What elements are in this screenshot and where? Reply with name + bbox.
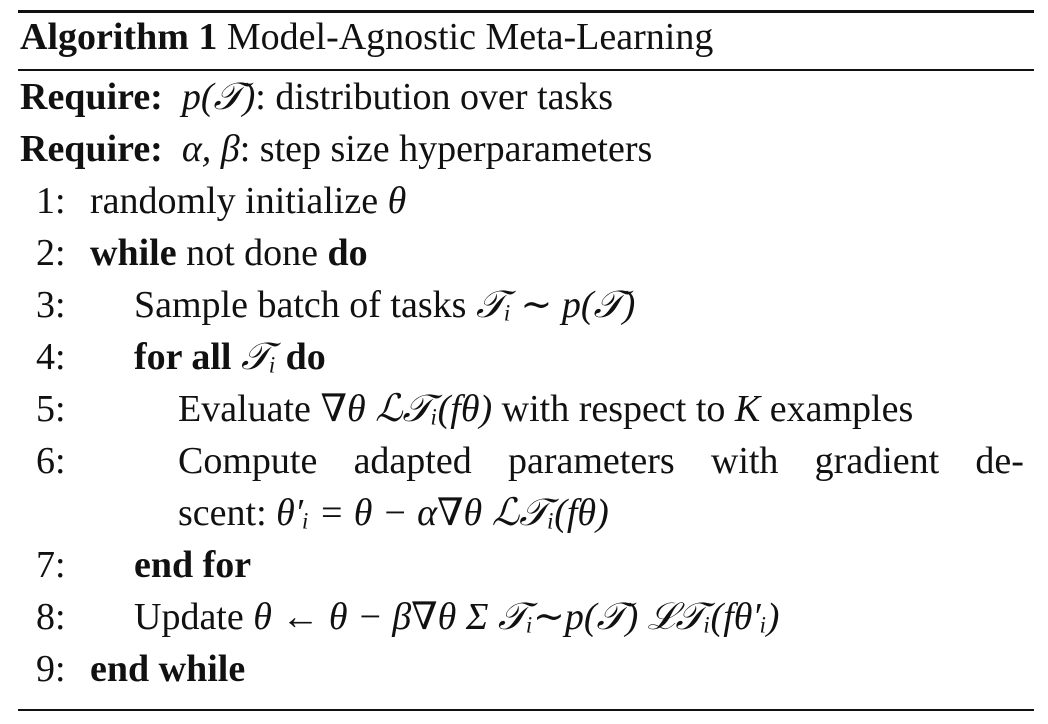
- algo-line-4: [18, 331, 1034, 383]
- line-text: Update: [134, 596, 254, 638]
- algo-line-6: [18, 435, 1034, 487]
- line-word: with: [710, 440, 779, 482]
- algorithm-label: Algorithm 1: [20, 16, 218, 58]
- line-number: 2:: [36, 232, 66, 274]
- algo-line-6-continuation: [18, 487, 1034, 539]
- line-number: 3:: [36, 284, 66, 326]
- keyword-end-while: end while: [90, 648, 246, 690]
- line-text: with respect to: [492, 388, 735, 430]
- line-number: 7:: [36, 544, 66, 586]
- algorithm-name: Model-Agnostic Meta-Learning: [226, 16, 714, 58]
- line-number: 5:: [36, 388, 66, 430]
- line-math: 𝒯ᵢ: [231, 336, 286, 378]
- line-word: Compute: [178, 440, 318, 482]
- require-math: α, β: [181, 128, 240, 170]
- algo-line-9: [18, 643, 1034, 695]
- line-var: K: [734, 388, 761, 430]
- keyword-do: do: [285, 336, 326, 378]
- line-math: θ′ᵢ = θ − α∇θ ℒ𝒯ᵢ(fθ): [276, 492, 609, 534]
- algo-line-8: [18, 591, 1034, 643]
- keyword-end-for: end for: [134, 544, 252, 586]
- line-text: Evaluate: [178, 388, 321, 430]
- line-word: adapted: [353, 440, 472, 482]
- line-math: θ: [387, 180, 407, 222]
- require-math: p(𝒯): [181, 76, 256, 118]
- line-number: 9:: [36, 648, 66, 690]
- line-number: 1:: [36, 180, 66, 222]
- algo-line-1: [18, 175, 1034, 227]
- require-keyword: Require:: [20, 128, 163, 170]
- line-word: gradient: [814, 440, 940, 482]
- keyword-for-all: for all: [134, 336, 232, 378]
- line-word: parameters: [507, 440, 675, 482]
- line-text: randomly initialize: [90, 180, 388, 222]
- algorithm-title: [18, 13, 1034, 61]
- line-math: θ ← θ − β∇θ Σ 𝒯ᵢ∼p(𝒯) ℒ𝒯ᵢ(fθ′ᵢ): [253, 596, 780, 638]
- line-text: examples: [760, 388, 914, 430]
- algo-line-7: [18, 539, 1034, 591]
- line-text: Sample batch of tasks: [134, 284, 476, 326]
- line-number: 4:: [36, 336, 66, 378]
- line-word: de-: [975, 440, 1024, 482]
- require-line-1: [18, 71, 1034, 123]
- algo-line-3: [18, 279, 1034, 331]
- algo-line-5: [18, 383, 1034, 435]
- line-text: not done: [176, 232, 328, 274]
- line-number: 6:: [36, 440, 66, 482]
- keyword-while: while: [90, 232, 177, 274]
- algorithm-box: [18, 8, 1034, 711]
- require-line-2: [18, 123, 1034, 175]
- require-text: : distribution over tasks: [255, 76, 614, 118]
- bottom-rule: [18, 709, 1034, 711]
- line-text: scent:: [178, 492, 277, 534]
- line-math: 𝒯ᵢ ∼ p(𝒯): [475, 284, 636, 326]
- require-text: : step size hyperparameters: [239, 128, 653, 170]
- keyword-do: do: [327, 232, 368, 274]
- line-math: ∇θ ℒ𝒯ᵢ(fθ): [320, 388, 493, 430]
- algo-line-2: [18, 227, 1034, 279]
- require-keyword: Require:: [20, 76, 163, 118]
- line-number: 8:: [36, 596, 66, 638]
